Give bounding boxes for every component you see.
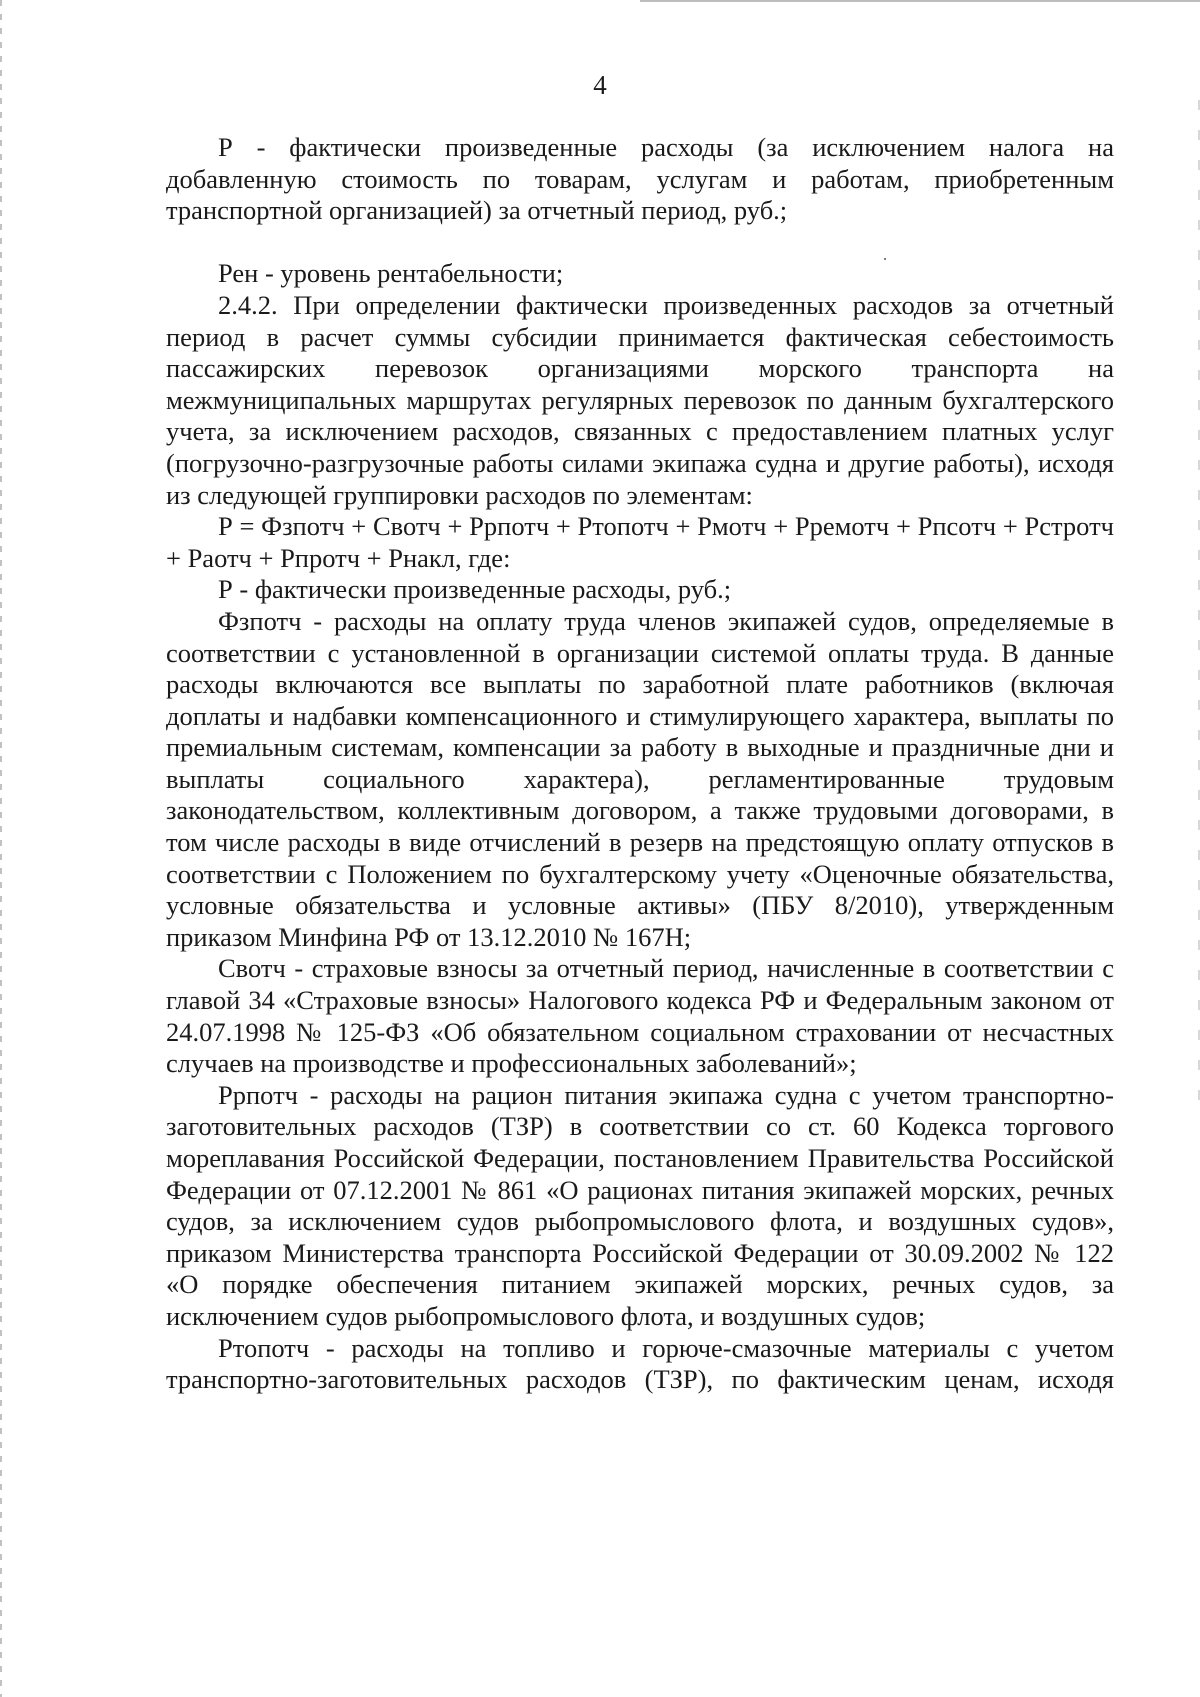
paragraph-rrpotch: Ррпотч - расходы на рацион питания экипажа судна с учетом транспортно-заготовительных расходов (ТЗР) в соответствии со ст. 60 Кодекса торгового мореплавания Российской Федерации, постановлением Правительства Российской Федерации от 07.12.2001 № 861 «О рационах питания экипажей морских, речных судов, за исключением судов рыбопромыслового флота, и воздушных судов», приказом Министерства транспорта Российской Федерации от 30.09.2002 № 122 «О порядке обеспечения питанием экипажей морских, речных судов, за исключением судов рыбопромыслового флота, и воздушных судов; [166,1079,1114,1331]
page-number: 4 [593,70,607,100]
paragraph-rtopotch: Ртопотч - расходы на топливо и горюче-смазочные материалы с учетом транспортно-заготовительных расходов (ТЗР), по фактическим ценам, исходя [166,1332,1114,1395]
paragraph-formula: Р = Фзпотч + Свотч + Ррпотч + Ртопотч + Рмотч + Рремотч + Рпсотч + Рстротч + Раотч + Рпротч + Рнакл, где: [166,511,1114,573]
paragraph-fzpotch: Фзпотч - расходы на оплату труда членов экипажей судов, определяемые в соответствии с установленной в организации системой оплаты труда. В данные расходы включаются все выплаты по заработной плате работников (включая доплаты и надбавки компенсационного и стимулирующего характера, выплаты по премиальным системам, компенсации за работу в выходные и праздничные дни и выплаты социального характера), регламентированные трудовым законодательством, коллективным договором, а также трудовыми договорами, в том числе расходы в виде отчислений в резерв на предстоящую оплату отпусков в соответствии с Положением по бухгалтерскому учету «Оценочные обязательства, условные обязательства и условные активы» (ПБУ 8/2010), утвержденным приказом Минфина РФ от 13.12.2010 № 167Н; [166,605,1114,952]
paragraph-r-definition: Р - фактически произведенные расходы (за исключением налога на добавленную стоимость по товарам, услугам и работам, приобретенным транспортной организацией) за отчетный период, руб.; [166,132,1114,226]
scan-top-border [640,0,1200,2]
paragraph-svotch: Свотч - страховые взносы за отчетный период, начисленные в соответствии с главой 34 «Страховые взносы» Налогового кодекса РФ и Федеральным законом от 24.07.1998 № 125-ФЗ «Об обязательном социальном страховании от несчастных случаев на производстве и профессиональных заболеваний»; [166,953,1114,1079]
document-body [166,132,1114,1396]
paragraph-ren-definition: Рен - уровень рентабельности; [218,258,564,289]
paragraph-2-4-2: 2.4.2. При определении фактически произведенных расходов за отчетный период в расчет суммы субсидии принимается фактическая себестоимость пассажирских перевозок организациями морского транспорта на межмуниципальных маршрутах регулярных перевозок по данным бухгалтерского учета, за исключением расходов, связанных с предоставлением платных услуг (погрузочно-разгрузочные работы силами экипажа судна и другие работы), исходя из следующей группировки расходов по элементам: [166,289,1114,510]
paragraph-r-actual-costs: Р - фактически произведенные расходы, руб.; [218,574,732,605]
scan-left-edge [0,0,2,1697]
